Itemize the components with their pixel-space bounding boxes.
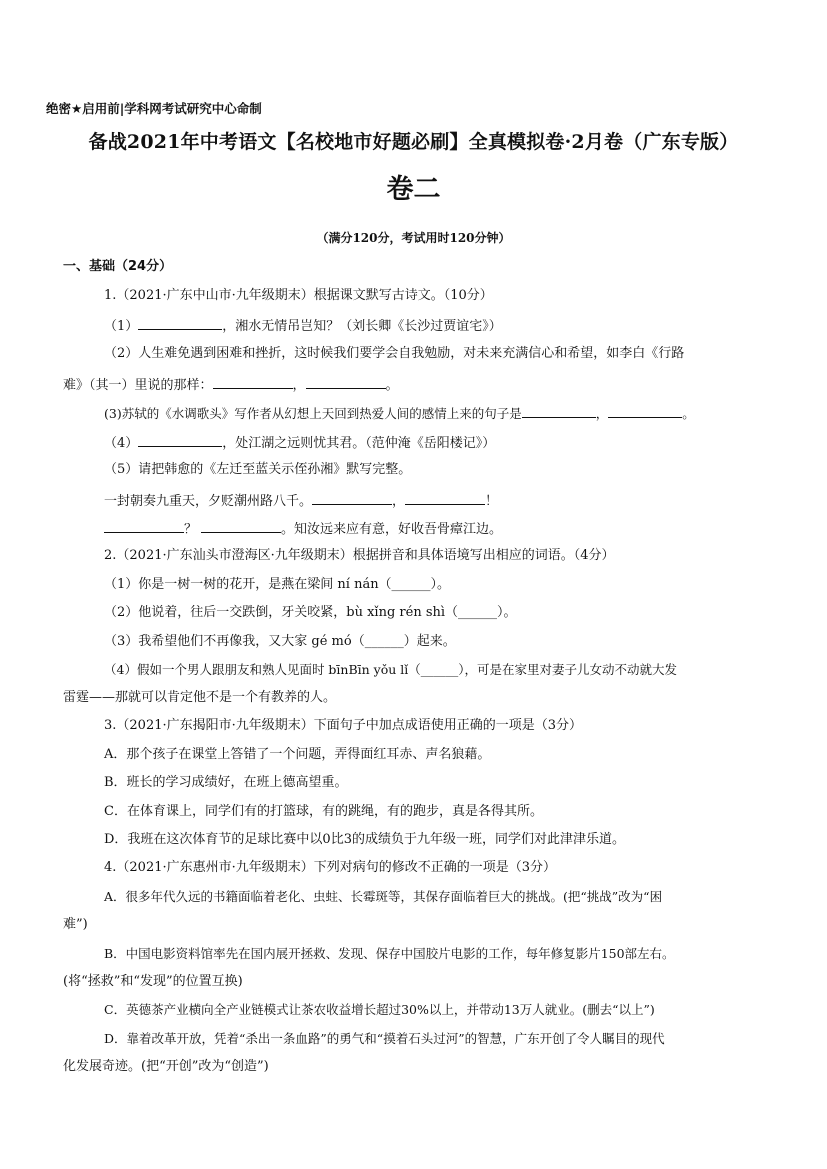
q2-item4-line1: （4）假如一个男人跟朋友和熟人见面时 bīnBīn yǒu lǐ（______），可是在家里对妻子儿女动不动就大发 xyxy=(104,662,678,677)
q1-part4 xyxy=(104,433,495,452)
answer-blank[interactable] xyxy=(138,433,222,447)
answer-blank[interactable] xyxy=(201,519,281,533)
q4-option-a-line1: A．很多年代久远的书籍面临着老化、虫蛀、长霉斑等，其保存面临着巨大的挑战。(把“挑战”改为“困 xyxy=(104,889,663,904)
q1-part3-period: 。 xyxy=(682,406,695,421)
q1-part3-text: (3)苏轼的《水调歌头》写作者从幻想上天回到热爱人间的感情上来的句子是 xyxy=(104,406,522,421)
q3-option-d: D．我班在这次体育节的足球比赛中以0比3的成绩负于九年级一班，同学们对此津津乐道。 xyxy=(104,832,625,847)
answer-blank[interactable] xyxy=(138,316,222,330)
exam-title: 备战2021年中考语文【名校地市好题必刷】全真模拟卷·2月卷（广东专版） xyxy=(88,131,739,153)
poem-exclaim: ！ xyxy=(485,494,499,509)
score-note: （满分120分，考试用时120分钟） xyxy=(316,231,511,245)
poem-comma: ， xyxy=(392,494,406,509)
answer-blank[interactable] xyxy=(213,375,293,389)
poem-text-end: 。知汝远来应有意，好收吾骨瘴江边。 xyxy=(281,522,503,537)
q1-part4-num: （4） xyxy=(104,436,139,451)
q1-part5-poem-line2 xyxy=(104,519,502,538)
q2-stem: 2.（2021·广东汕头市澄海区·九年级期末）根据拼音和具体语境写出相应的词语。（4分） xyxy=(104,548,615,563)
q2-item2: （2）他说着，往后一交跌倒，牙关咬紧，bù xǐng rén shì（______）。 xyxy=(104,605,517,620)
q3-option-b: B．班长的学习成绩好，在班上德高望重。 xyxy=(104,775,348,790)
q4-option-d-line2: 化发展奇迹。(把“开创”改为“创造”) xyxy=(63,1059,269,1074)
q1-part1-text: ，湘水无情吊岂知？（刘长卿《长沙过贾谊宅》） xyxy=(222,319,502,334)
q1-part2-period: 。 xyxy=(385,378,399,393)
q1-part2-text: 难》（其一）里说的那样： xyxy=(63,378,213,393)
q1-part2-comma: ， xyxy=(292,378,306,393)
q1-part1 xyxy=(104,316,502,335)
answer-blank[interactable] xyxy=(104,519,184,533)
poem-text: 一封朝奏九重天，夕贬潮州路八千。 xyxy=(104,494,313,509)
q1-part2-line1: （2）人生难免遇到困难和挫折，这时候我们要学会自我勉励，对未来充满信心和希望，如李白《行路 xyxy=(104,346,685,361)
answer-blank[interactable] xyxy=(312,491,392,505)
q2-item4-line2: 雷霆——那就可以肯定他不是一个有教养的人。 xyxy=(63,690,337,705)
answer-blank[interactable] xyxy=(405,491,485,505)
q1-part3 xyxy=(104,404,695,422)
answer-blank[interactable] xyxy=(608,404,682,418)
section-heading-basics: 一、基础（24分） xyxy=(63,259,173,274)
q1-part4-text: ，处江湖之远则忧其君。（范仲淹《岳阳楼记》） xyxy=(222,436,496,451)
q4-stem: 4.（2021·广东惠州市·九年级期末）下列对病句的修改不正确的一项是（3分） xyxy=(104,860,557,875)
q3-option-c: C．在体育课上，同学们有的打篮球，有的跳绳，有的跑步，真是各得其所。 xyxy=(104,804,543,819)
q1-part3-comma: ， xyxy=(595,406,609,421)
q1-part2-line2 xyxy=(63,375,399,394)
q4-option-b-line2: (将“拯救”和“发现”的位置互换) xyxy=(63,974,243,989)
answer-blank[interactable] xyxy=(306,375,386,389)
q4-option-d-line1: D．靠着改革开放，凭着“杀出一条血路”的勇气和“摸着石头过河”的智慧，广东开创了令人瞩目的现代 xyxy=(104,1031,665,1046)
q1-part1-num: （1） xyxy=(104,319,139,334)
q2-item3: （3）我希望他们不再像我，又大家 gé mó（______）起来。 xyxy=(104,634,456,649)
q4-option-a-line2: 难”) xyxy=(63,917,88,932)
paper-subtitle: 卷二 xyxy=(386,174,441,205)
q1-stem: 1.（2021·广东中山市·九年级期末）根据课文默写古诗文。（10分） xyxy=(104,288,493,303)
q4-option-c: C．英德茶产业横向全产业链模式让茶农收益增长超过30%以上，并带动13万人就业。(删去“以上”) xyxy=(104,1002,655,1017)
q2-item1: （1）你是一树一树的花开，是燕在梁间 ní nán（______）。 xyxy=(104,577,451,592)
q4-option-b-line1: B．中国电影资料馆率先在国内展开拯救、发现、保存中国胶片电影的工作，每年修复影片150部左右。 xyxy=(104,946,675,961)
answer-blank[interactable] xyxy=(522,404,596,418)
q1-part5-poem-line1 xyxy=(104,491,498,510)
q1-part5: （5）请把韩愈的《左迁至蓝关示侄孙湘》默写完整。 xyxy=(104,462,412,477)
q3-option-a: A．那个孩子在课堂上答错了一个问题，弄得面红耳赤、声名狼藉。 xyxy=(104,747,491,762)
q3-stem: 3.（2021·广东揭阳市·九年级期末）下面句子中加点成语使用正确的一项是（3分） xyxy=(104,718,583,733)
confidential-note: 绝密★启用前|学科网考试研究中心命制 xyxy=(46,101,262,116)
poem-question: ？ xyxy=(184,522,198,537)
